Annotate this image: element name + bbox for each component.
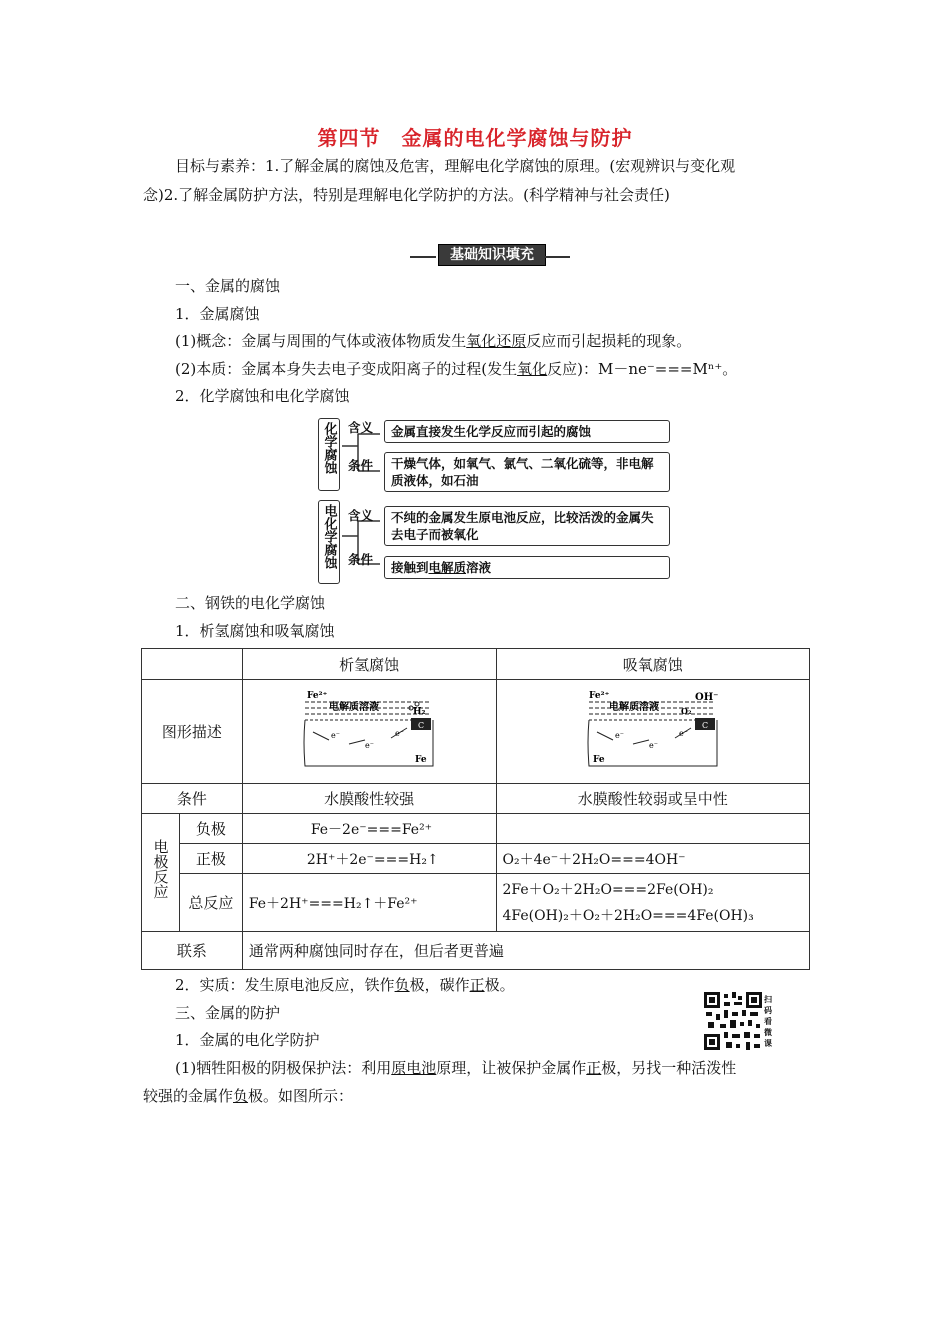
oxygen-corrosion-figure [583,682,723,778]
fig-o-e1: e⁻ [614,730,624,740]
chem-condition-tag: 条件 [348,458,374,473]
fig-h-h2: H₂ [413,706,426,717]
fig-o-fe: Fe [592,754,605,765]
elec-condition-box: 接触到电解质溶液 [384,556,670,579]
qr-caption: 扫码看微课 [764,994,772,1048]
pos-oxygen: O₂＋4e⁻＋2H₂O===4OH⁻ [496,844,809,874]
fig-h-fe: Fe [415,754,427,765]
cond-oxygen: 水膜酸性较弱或呈中性 [496,784,809,814]
corrosion-comparison-table [141,648,810,970]
electrochemical-corrosion-label: 电化学腐蚀 [318,500,340,584]
sec2-sub1: 1．析氢腐蚀和吸氧腐蚀 [175,622,335,640]
fig-h-e2: e⁻ [365,740,375,750]
total-oxygen-2: 4Fe(OH)₂＋O₂＋2H₂O===4Fe(OH)₃ [502,907,754,924]
chemical-corrosion-label: 化学腐蚀 [318,418,340,491]
neg-hydrogen: Fe－2e⁻===Fe²⁺ [242,814,496,844]
elec-meaning-box: 不纯的金属发生原电池反应，比较活泼的金属失去电子而被氧化 [384,506,670,546]
total-label: 总反应 [179,874,242,932]
chem-meaning-box: 金属直接发生化学反应而引起的腐蚀 [384,420,670,443]
neg-label: 负极 [179,814,242,844]
pos-hydrogen: 2H⁺＋2e⁻===H₂↑ [242,844,496,874]
corrosion-concept-diagram [318,416,670,584]
header-hydrogen: 析氢腐蚀 [242,649,496,680]
chem-condition-box: 干燥气体，如氧气、氯气、二氧化硫等，非电解质液体，如石油 [384,452,670,492]
total-oxygen-1: 2Fe＋O₂＋2H₂O===2Fe(OH)₂ [502,881,714,898]
sec1-heading: 一、金属的腐蚀 [175,277,281,295]
sec1-p2: (2)本质：金属本身失去电子变成阳离子的过程(发生氧化反应)：M－ne⁻===Mⁿ⁺。 [175,360,738,378]
fig-o-c: C [701,720,708,730]
fig-h-solution: 电解质溶液 [329,701,380,713]
hydrogen-corrosion-figure [299,682,439,778]
sec1-p1: (1)概念：金属与周围的气体或液体物质发生氧化还原反应而引起损耗的现象。 [175,332,692,350]
pos-label: 正极 [179,844,242,874]
qr-code [704,992,762,1050]
fig-o-oh: OH⁻ [694,691,719,703]
fig-o-o2: O₂ [680,705,692,716]
section-banner [410,244,570,266]
sec3-heading: 三、金属的防护 [175,1004,281,1022]
objectives-line2: 念)2.了解金属防护方法，特别是理解电化学防护的方法。(科学精神与社会责任) [143,186,670,204]
fig-h-e3: e⁻ [395,728,405,738]
essence-line: 2．实质：发生原电池反应，铁作负极，碳作正极。 [175,976,515,994]
objectives-line1: 目标与素养：1.了解金属的腐蚀及危害，理解电化学腐蚀的原理。(宏观辨识与变化观 [175,157,736,175]
fig-h-e1: e⁻ [331,730,341,740]
fig-o-fe2: Fe²⁺ [588,690,610,701]
banner-left-rule [410,256,436,258]
relation-text: 通常两种腐蚀同时存在，但后者更普遍 [242,932,809,970]
total-hydrogen: Fe＋2H⁺===H₂↑＋Fe²⁺ [242,874,496,932]
row-condition-label: 条件 [142,784,243,814]
chem-meaning-tag: 含义 [348,420,374,435]
row-relation-label: 联系 [142,932,243,970]
banner-label: 基础知识填充 [438,244,546,266]
page-title: 第四节 金属的电化学腐蚀与防护 [317,126,633,150]
sec2-heading: 二、钢铁的电化学腐蚀 [175,594,326,612]
elec-condition-tag: 条件 [348,552,374,567]
electrode-group-label: 电极反应 [142,814,180,932]
fig-o-e3: e⁻ [678,728,688,738]
sec1-sub1: 1．金属腐蚀 [175,305,260,323]
cond-hydrogen: 水膜酸性较强 [242,784,496,814]
neg-oxygen [496,814,809,844]
sec3-sub1: 1．金属的电化学防护 [175,1031,320,1049]
banner-right-rule [544,256,570,258]
sec3-p1: (1)牺牲阳极的阴极保护法：利用原电池原理，让被保护金属作正极，另找一种活泼性 [175,1059,737,1077]
total-oxygen [496,874,809,932]
header-oxygen: 吸氧腐蚀 [496,649,809,680]
sec3-p2: 较强的金属作负极。如图所示： [143,1087,354,1105]
figure-hydrogen [242,680,496,784]
figure-oxygen [496,680,809,784]
fig-o-e2: e⁻ [648,740,658,750]
sec1-sub2: 2．化学腐蚀和电化学腐蚀 [175,387,350,405]
row-figure-label: 图形描述 [142,680,243,784]
fig-o-solution: 电解质溶液 [608,701,659,713]
fig-h-fe2: Fe²⁺ [307,690,328,701]
elec-meaning-tag: 含义 [348,508,374,523]
fig-h-c: C [418,720,425,730]
